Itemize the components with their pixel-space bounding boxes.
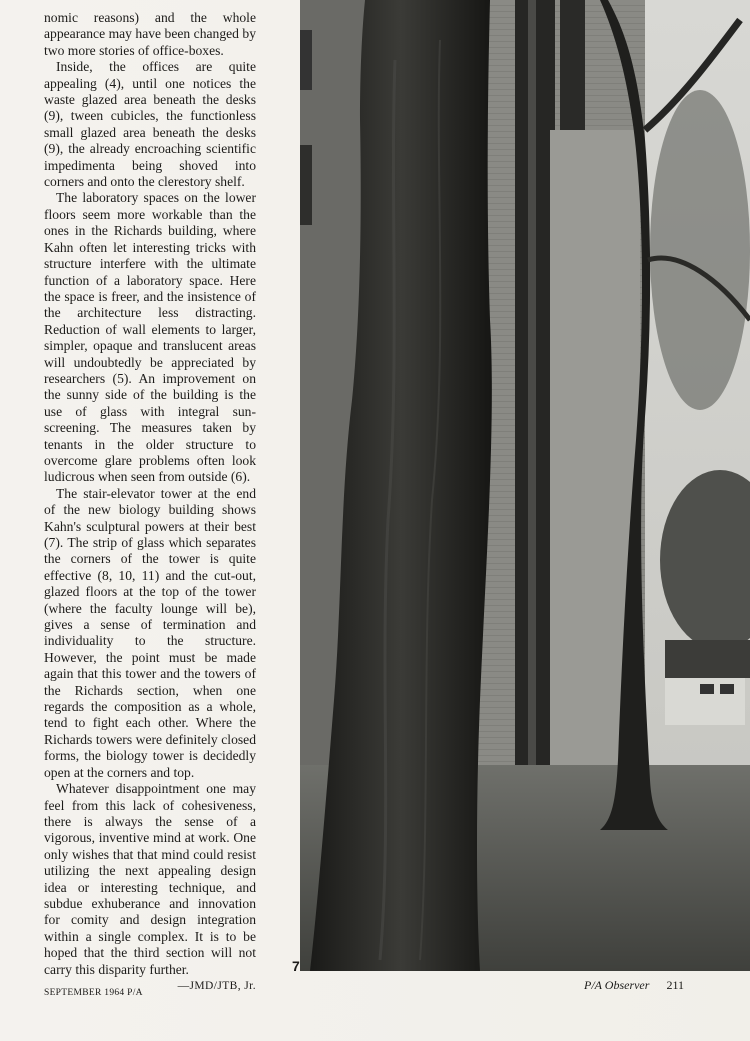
section-title: P/A Observer (584, 978, 650, 992)
page-footer (584, 978, 684, 993)
author-signature: —JMD/JTB, Jr. (177, 979, 256, 992)
paragraph-2: Inside, the offices are quite appealing (4), until one notices the waste glazed area beneath the desks (9), tween cubicles, the functionless small glazed area beneath the desks (9), the already encroaching scientific impedimenta being shoved into corners and onto the clerestory shelf. (44, 59, 256, 190)
paragraph-4: The stair-elevator tower at the end of the new biology building shows Kahn's sculptural powers at their best (7). The strip of glass which separates the corners of the tower is quite effective (8, 10, 11) and the cut-out, glazed floors at the top of the tower (where the faculty lounge will be), gives a sense of termination and individuality to the structure. However, the point must be made again that this tower and the towers of the Richards section, when one regards the composition as a whole, tend to fight each other. Where the Richards towers were definitely closed forms, the biology tower is decidedly open at the corners and top. (44, 485, 256, 780)
paragraph-5: Whatever disappointment one may feel from this lack of cohesiveness, there is always the sense of a vigorous, inventive mind at work. One only wishes that that mind could resist utilizing the next appealing design idea or interesting technique, and subdue exhuberance and innovation for comity and design integration within a single complex. It is to be hoped that the third section will not carry this disparity further. (44, 781, 256, 977)
building-photo (300, 0, 750, 971)
paragraph-3: The laboratory spaces on the lower floors seem more workable than the ones in the Richards building, where Kahn often let interesting tricks with structure interfere with the ultimate function of a laboratory space. Here the space is freer, and the insistence of the architecture less distracting. Reduction of wall elements to larger, simpler, opaque and translucent areas will undoubtedly be appreciated by researchers (5). An improvement on the sunny side of the building is the use of glass with integral sun-screening. The measures taken by tenants in the older structure to overcome glare problems often look ludicrous when seen from outside (6). (44, 190, 256, 485)
page-number: 211 (666, 978, 684, 992)
figure-number: 7 (292, 958, 300, 974)
article-column (44, 10, 256, 994)
issue-date: SEPTEMBER 1964 P/A (44, 988, 143, 998)
paragraph-1: nomic reasons) and the whole appearance may have been changed by two more stories of office-boxes. (44, 10, 256, 58)
